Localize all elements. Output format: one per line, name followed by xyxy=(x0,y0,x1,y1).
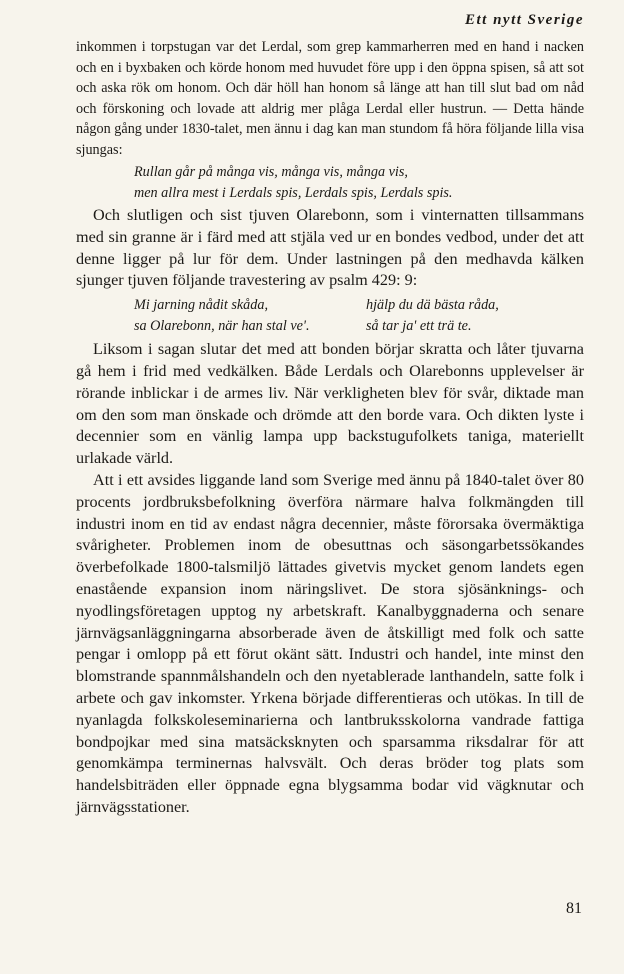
verse-line: sa Olarebonn, när han stal ve'. xyxy=(134,317,310,334)
body-text xyxy=(76,37,584,819)
verse-line: hjälp du dä bästa råda, xyxy=(366,297,499,314)
running-header: Ett nytt Sverige xyxy=(465,12,584,28)
paragraph-sverige: Att i ett avsides liggande land som Sverige med ännu på 1840-talet över 80 procents jordbruksbefolkning överföra närmare halva folkmängden till industri inom en tid av endast några decennier, måste förorsaka övermäktiga svårigheter. Problemen inom de obesuttnas och säsongarbetssökandes överbefolkade 1800-talsmiljö lättades givetvis mycket genom landets egen enastående expansion inom näringslivet. De stora sjösänknings- och nyodlingsföretagen upptog ny arbetskraft. Kanalbyggnaderna och senare järnvägsanläggningarna absorberade även de åtskilligt med folk och satte pengar i omlopp på ett förut okänt sätt. Industri och handel, inte minst den blomstrande spannmålshandeln och den nyetablerade lanthandeln, satte folk i arbete och gav inkomster. Yrkena började differentieras och utökas. In till de nyanlagda folkskoleseminarierna och lantbruksskolorna vandrade fattiga bondpojkar med sina matsäcksknyten och sparsamma riksdalrar för att genomkämpa terminernas halvsvält. Och deras bröder tog plats som handelsbiträden eller öppnade egna blygsamma bodar vid vägknutar och järnvägsstationer. xyxy=(76,470,584,816)
verse-line: Rullan går på många vis, många vis, många vis, xyxy=(134,164,408,180)
page-number: 81 xyxy=(566,900,582,917)
paragraph-olarebonn: Och slutligen och sist tjuven Olarebonn, som i vinternatten tillsammans med sin granne är i färd med att stjäla ved ur en bondes vedbod, under det att denne ligger på lur för dem. Under lastningen på den medhavda kälken sjunger tjuven följande travestering av psalm 429: 9: xyxy=(76,206,584,290)
verse-line: Mi jarning nådit skåda, xyxy=(134,297,268,314)
verse-line: så tar ja' ett trä te. xyxy=(366,317,472,334)
verse-psalm-travesty xyxy=(134,295,584,336)
paragraph-continued: inkommen i torpstugan var det Lerdal, som grep kammarherren med en hand i nacken och en i byxbaken och körde honom med huvudet före upp i den öppna spisen, så att sot och aska rök om honom. Och där höll han honom så länge att han till slut bad om nåd och förskoning och lovade att aldrig mer plåga Lerdal eller hustrun. — Detta hände någon gång under 1830-talet, men ännu i dag kan man stundom få höra följande lilla visa sjungas: xyxy=(76,39,584,158)
verse-line: men allra mest i Lerdals spis, Lerdals spis, Lerdals spis. xyxy=(134,184,453,201)
verse-rullan xyxy=(134,162,584,203)
paragraph-sagan: Liksom i sagan slutar det med att bonden börjar skratta och låter tjuvarna gå hem i frid med vedkälken. Både Lerdals och Olarebonns upplevelser är rörande inblickar i de armes liv. När verkligheten blev för svår, diktade man om den som man önskade och drömde att den borde vara. Och dikten lyste i decennier som en vänlig lampa upp backstugufolkets taniga, materiellt urlakade värld. xyxy=(76,340,584,468)
